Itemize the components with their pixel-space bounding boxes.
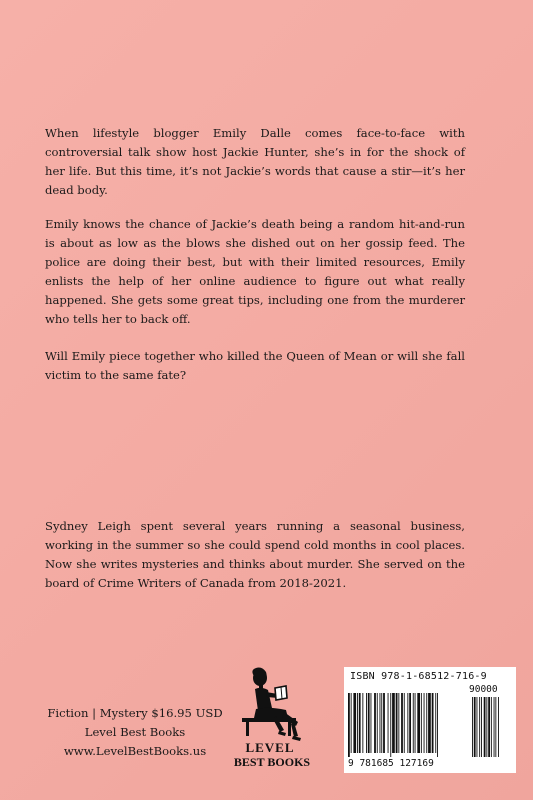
publication-info (45, 704, 225, 761)
ean-digits: 9 781685 127169 (348, 758, 434, 769)
barcode-addon-bar (474, 697, 476, 757)
barcode-addon-bar (486, 697, 487, 757)
publisher-website: www.LevelBestBooks.us (63, 744, 207, 758)
barcode-bar (348, 693, 350, 757)
barcode-addon-bar (494, 697, 495, 757)
barcode-bar (435, 693, 436, 753)
publisher-name: Level Best Books (84, 725, 186, 739)
barcode-bar (407, 693, 408, 753)
barcode-addon-bar (472, 697, 473, 757)
author-bio: Sydney Leigh spent several years running a seasonal business, working in the summer so she could spend cold months in cool places. Now she writes mysteries and thinks about murder. She served on the board of Crime Writers of Canada from 2018-2021. (45, 519, 465, 590)
barcode-bar (380, 693, 381, 753)
barcode-addon-bar (477, 697, 478, 757)
barcode-bar (371, 693, 372, 753)
barcode-bar (357, 693, 358, 753)
barcode-bar (368, 693, 370, 753)
isbn-barcode (344, 667, 516, 773)
blurb-paragraph-2: Emily knows the chance of Jackie’s death being a random hit-and-run is about as low as the blows she dished out on her gossip feed. The police are doing their best, but with their limited resources, Emily enlists the help of her online audience to figure out what really happened. She gets some great tips, including one from the murderer who tells her to back off. (45, 217, 465, 326)
barcode-bar (359, 693, 361, 753)
logo-text-best-books: BEST BOOKS (233, 755, 311, 769)
barcode-addon-bar (491, 697, 492, 757)
barcode-bar (415, 693, 416, 753)
barcode-bar (437, 693, 438, 757)
barcode-bar (426, 693, 427, 753)
barcode-bar (409, 693, 411, 753)
barcode-bar (374, 693, 376, 753)
barcode-bar (383, 693, 385, 753)
category-price: Fiction | Mystery $16.95 USD (47, 706, 223, 720)
barcode-bar (424, 693, 425, 753)
barcode-bar (353, 693, 356, 753)
barcode-bar (396, 693, 398, 753)
barcode-bar (366, 693, 367, 753)
barcode-addon-bar (479, 697, 480, 757)
barcode-bar (413, 693, 414, 753)
barcode-bar (388, 693, 389, 753)
barcode-bar (417, 693, 420, 753)
isbn-number: ISBN 978-1-68512-716-9 (350, 671, 487, 682)
barcode-addon-bar (498, 697, 499, 757)
barcode-bar (404, 693, 405, 753)
price-addon-code: 90000 (469, 684, 498, 695)
barcode-bar (432, 693, 434, 753)
barcode-bar (377, 693, 378, 753)
barcode-addon-bar (481, 697, 482, 757)
barcode-addon-bar (488, 697, 490, 757)
barcode-bar (428, 693, 431, 753)
barcode-bar (421, 693, 422, 753)
blurb-paragraph-3: Will Emily piece together who killed the Queen of Mean or will she fall victim to the same fate? (45, 349, 465, 382)
blurb-paragraph-1: When lifestyle blogger Emily Dalle comes face-to-face with controversial talk show host Jackie Hunter, she’s in for the shock of her life. But this time, it’s not Jackie’s words that cause a stir—it’s her dead body. (45, 126, 465, 197)
barcode-bar (351, 693, 352, 753)
logo-text-level: LEVEL (245, 740, 295, 755)
barcode-bars (348, 693, 512, 759)
barcode-bar (390, 693, 391, 757)
woman-reading-book-icon (242, 668, 301, 742)
barcode-bar (398, 693, 399, 753)
barcode-addon-bar (484, 697, 486, 757)
barcode-addon-bar (495, 697, 496, 757)
barcode-bar (401, 693, 403, 753)
barcode-bar (362, 693, 363, 753)
barcode-bar (381, 693, 382, 753)
barcode-bar (392, 693, 395, 753)
publisher-logo (228, 664, 328, 770)
